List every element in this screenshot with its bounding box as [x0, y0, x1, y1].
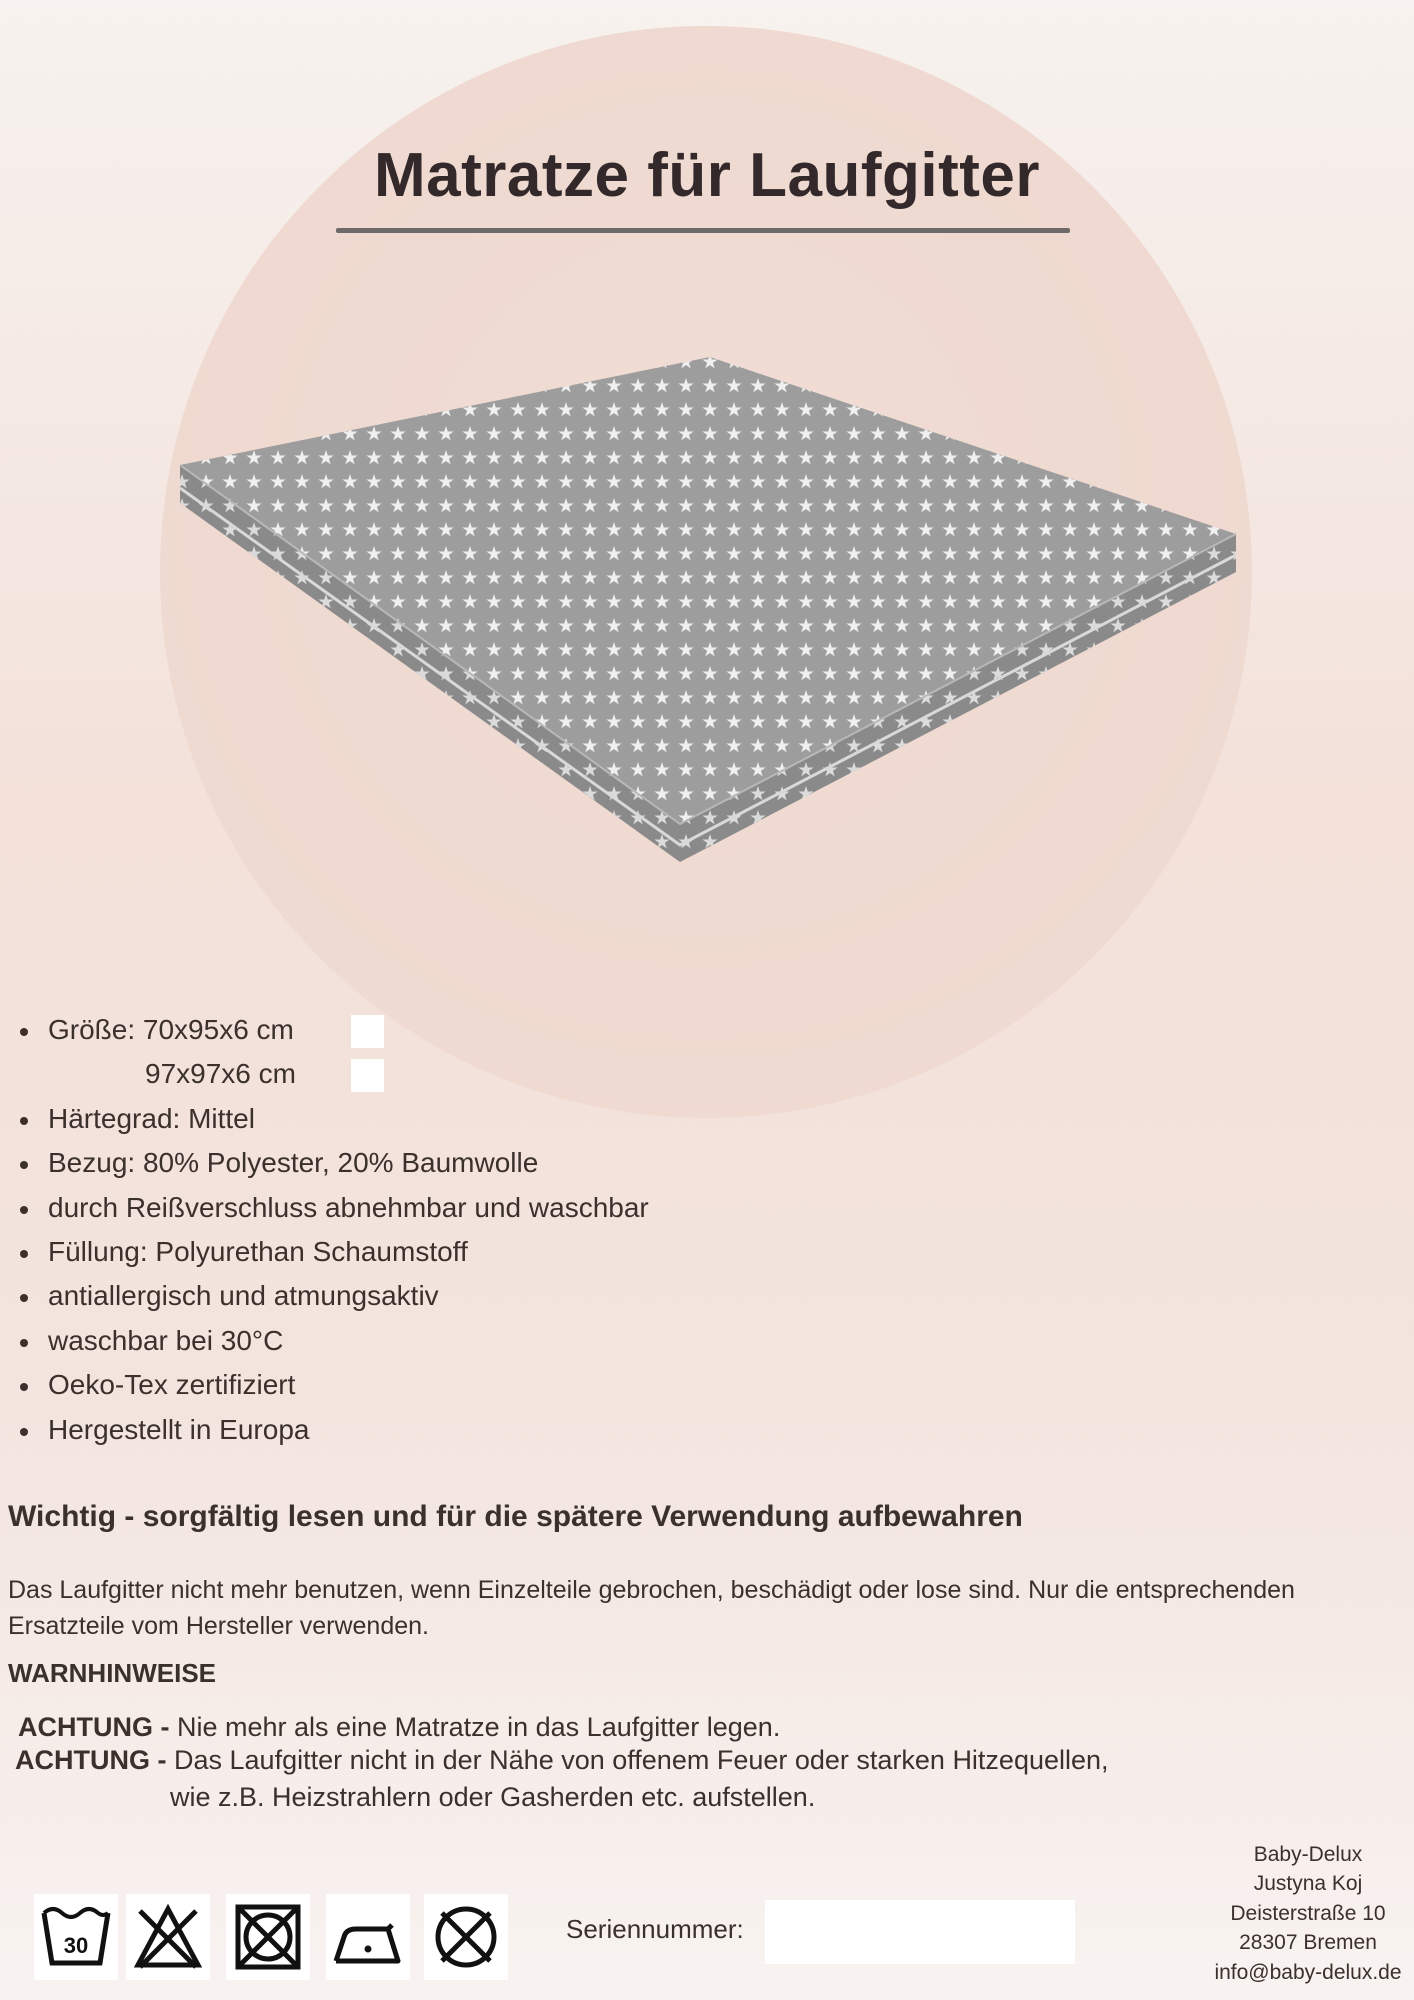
- company-name: Baby-Delux: [1253, 1843, 1363, 1866]
- important-text: Das Laufgitter nicht mehr benutzen, wenn Einzelteile gebrochen, beschädigt oder lose sind. Nur die entsprechenden Ersatzteile vom Hersteller verwenden.: [8, 1576, 1295, 1640]
- spec-size-alt-text: 97x97x6 cm: [145, 1058, 296, 1090]
- spec-origin-text: Hergestellt in Europa: [48, 1413, 310, 1445]
- warning-2-continuation: wie z.B. Heizstrahlern oder Gasherden etc. aufstellen.: [170, 1782, 816, 1812]
- bullet: [20, 1028, 28, 1036]
- spec-size-text: Größe: 70x95x6 cm: [48, 1014, 294, 1045]
- bullet: [20, 1294, 28, 1302]
- street: Deisterstraße 10: [1230, 1901, 1386, 1925]
- bullet: [20, 1206, 28, 1214]
- list-item: [20, 1230, 920, 1274]
- serial-number-field[interactable]: [765, 1900, 1075, 1964]
- manufacturer-address: [1190, 1840, 1414, 1987]
- list-item: [20, 1319, 920, 1363]
- bullet: [20, 1383, 28, 1391]
- warning-2: [15, 1745, 1109, 1776]
- bullet: [20, 1161, 28, 1169]
- spec-filling-text: Füllung: Polyurethan Schaumstoff: [48, 1235, 468, 1267]
- iron-low-icon: [326, 1894, 410, 1980]
- title-underline: [336, 228, 1070, 233]
- warning-text: Nie mehr als eine Matratze in das Laufgitter legen.: [177, 1712, 781, 1742]
- list-item: [20, 1008, 920, 1052]
- page-title: Matratze für Laufgitter: [374, 141, 1040, 210]
- bullet: [20, 1428, 28, 1436]
- list-item: [20, 1097, 920, 1141]
- bullet: [20, 1117, 28, 1125]
- bullet: [20, 1250, 28, 1258]
- contact-name: Justyna Koj: [1253, 1872, 1363, 1896]
- no-tumble-dry-icon: [226, 1894, 310, 1980]
- no-bleach-icon: [126, 1894, 210, 1980]
- mattress-image: [170, 350, 1250, 870]
- warning-label: ACHTUNG -: [18, 1712, 170, 1742]
- email: info@baby-delux.de: [1214, 1960, 1402, 1984]
- list-item: [20, 1052, 920, 1096]
- warning-label: ACHTUNG -: [15, 1745, 167, 1775]
- spec-washable-text: waschbar bei 30°C: [48, 1324, 284, 1356]
- no-dry-clean-icon: [424, 1894, 508, 1980]
- spec-cover-text: Bezug: 80% Polyester, 20% Baumwolle: [48, 1147, 539, 1179]
- wash-30-icon: [34, 1894, 118, 1980]
- size-97x97-checkbox[interactable]: [351, 1059, 384, 1092]
- important-heading: Wichtig - sorgfältig lesen und für die spätere Verwendung aufbewahren: [8, 1500, 1023, 1533]
- list-item: [20, 1141, 920, 1185]
- spec-zipper-text: durch Reißverschluss abnehmbar und waschbar: [48, 1191, 649, 1223]
- warning-text: Das Laufgitter nicht in der Nähe von offenem Feuer oder starken Hitzequellen,: [174, 1745, 1109, 1775]
- warning-1: [18, 1712, 780, 1743]
- spec-oekotex-text: Oeko-Tex zertifiziert: [48, 1369, 296, 1401]
- bullet: [20, 1339, 28, 1347]
- svg-text:30: 30: [63, 1933, 89, 1958]
- city: 28307 Bremen: [1239, 1931, 1377, 1955]
- list-item: [20, 1186, 920, 1230]
- list-item: [20, 1363, 920, 1407]
- serial-number-label: Seriennummer:: [566, 1914, 744, 1944]
- list-item: [20, 1408, 920, 1452]
- spec-antiallergic-text: antiallergisch und atmungsaktiv: [48, 1280, 439, 1312]
- spec-firmness-text: Härtegrad: Mittel: [48, 1102, 255, 1134]
- list-item: [20, 1274, 920, 1318]
- size-70x95-checkbox[interactable]: [351, 1015, 384, 1048]
- warnings-heading: WARNHINWEISE: [8, 1658, 216, 1688]
- spec-list: [20, 1008, 920, 1452]
